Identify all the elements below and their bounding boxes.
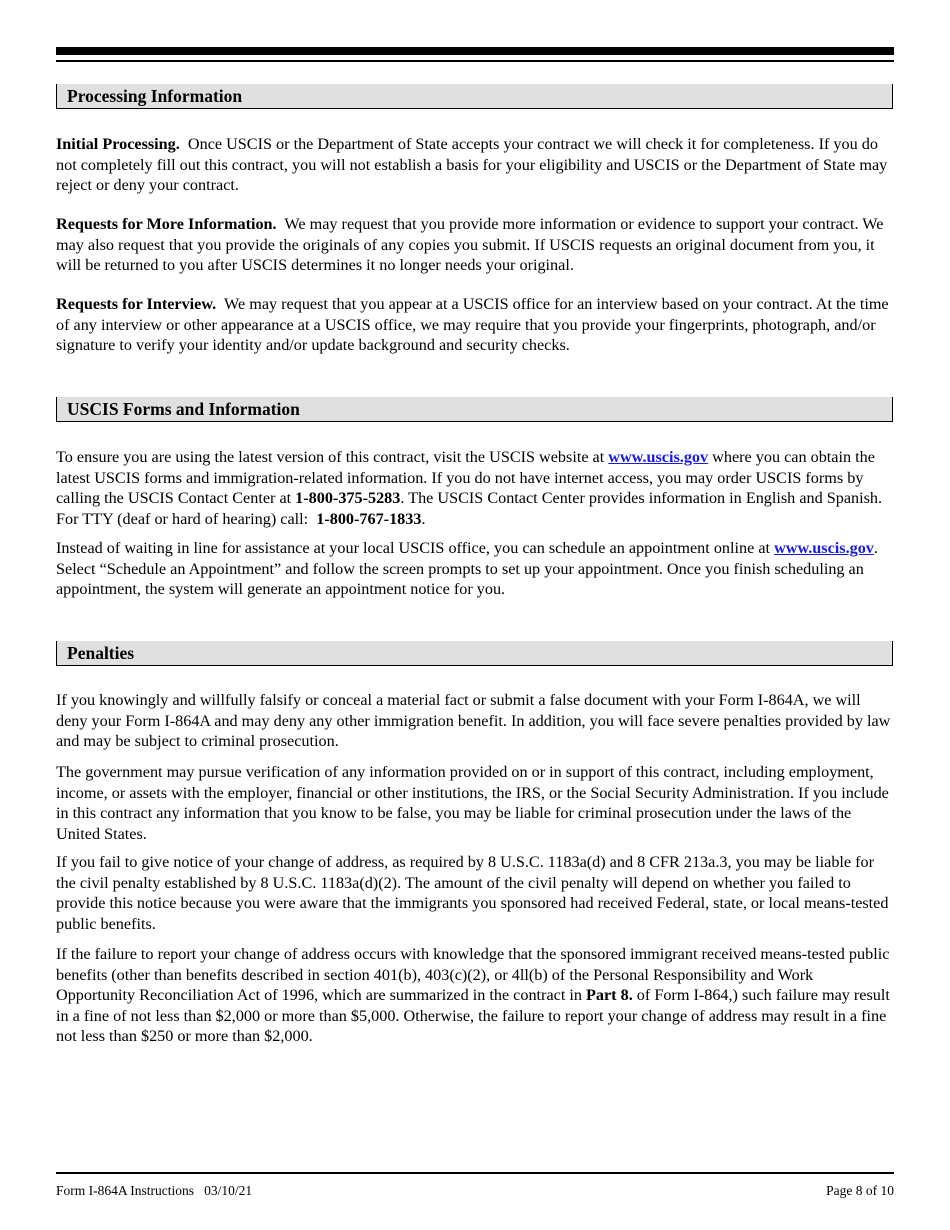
text-more-information: We may request that you provide more information or evidence to support your contract. We may also request that you provide the originals of any copies you submit. If USCIS requests an original document from you, it will be returned to you after USCIS determines it no longer needs your original. xyxy=(56,215,884,274)
tty-phone: 1-800-767-1833 xyxy=(316,509,422,528)
text-forms-p1-a: To ensure you are using the latest version of this contract, visit the USCIS website at xyxy=(56,448,605,466)
text-interview: We may request that you appear at a USCIS office for an interview based on your contract. At the time of any interview or other appearance at a USCIS office, we may require that you provide your fingerprints, photograph, and/or signature to verify your identity and/or update background and security checks. xyxy=(56,295,889,354)
text-initial-processing: Once USCIS or the Department of State accepts your contract we will check it for completeness. If you do not completely fill out this contract, you will not establish a basis for your eligibility and USCIS or the Department of State may reject or deny your contract. xyxy=(56,135,888,194)
footer-rule xyxy=(56,1172,894,1174)
label-initial-processing: Initial Processing. xyxy=(56,135,180,153)
part-8-reference: Part 8. xyxy=(586,986,633,1004)
uscis-website-link[interactable]: www.uscis.gov xyxy=(608,448,709,466)
paragraph-forms-website xyxy=(56,447,896,529)
section-header-forms xyxy=(56,397,893,422)
text-forms-p2-a: Instead of waiting in line for assistance at your local USCIS office, you can schedule an appointment online at xyxy=(56,539,771,557)
paragraph-penalties-1: If you knowingly and willfully falsify or conceal a material fact or submit a false document with your Form I-864A, we will deny your Form I-864A and may deny any other immigration benefit. In addition, you will face severe penalties provided by law and may be subject to criminal prosecution. xyxy=(56,691,891,750)
section-title-forms: USCIS Forms and Information xyxy=(67,399,300,419)
contact-center-phone: 1-800-375-5283 xyxy=(295,489,401,507)
top-rule-thin xyxy=(56,60,894,62)
paragraph-penalties-2: The government may pursue verification of any information provided on or in support of this contract, including employment, income, or assets with the employer, financial or other institutions, the IRS, or the Social Security Administration. If you include in this contract any information that you know to be false, you may be liable for criminal prosecution under the laws of the United States. xyxy=(56,763,889,843)
paragraph-interview xyxy=(56,294,896,356)
footer-form-id: Form I-864A Instructions 03/10/21 xyxy=(56,1183,253,1198)
uscis-appointment-link[interactable]: www.uscis.gov xyxy=(774,539,874,557)
paragraph-penalties-3: If you fail to give notice of your change of address, as required by 8 U.S.C. 1183a(d) and 8 CFR 213a.3, you may be liable for the civil penalty established by 8 U.S.C. 1183a(d)(2). The amount of the civil penalty will depend on whether you failed to provide this notice because you were aware that the immigrants you sponsored had received Federal, state, or local means-tested public benefits. xyxy=(56,853,889,933)
text-forms-p1-b: where you can obtain the latest USCIS forms and immigration-related information. If you do not have internet access, you may order USCIS forms by calling the USCIS Contact Center at xyxy=(56,448,875,507)
section-title-penalties: Penalties xyxy=(67,643,135,663)
text-forms-p2-b: . Select “Schedule an Appointment” and follow the screen prompts to set up your appointment. Once you finish scheduling an appointment, the system will generate an appointment notice for you. xyxy=(56,539,878,598)
section-header-processing xyxy=(56,84,893,109)
paragraph-initial-processing xyxy=(56,134,896,196)
text-forms-p1-c: . The USCIS Contact Center provides information in English and Spanish. For TTY (deaf or hard of hearing) call: xyxy=(56,489,883,528)
section-header-penalties xyxy=(56,641,893,666)
section-title-processing: Processing Information xyxy=(67,86,243,106)
label-interview: Requests for Interview. xyxy=(56,295,217,313)
text-forms-p1-d: . xyxy=(421,509,426,528)
top-rule-thick xyxy=(56,47,894,55)
paragraph-more-information xyxy=(56,214,896,276)
paragraph-schedule-appointment xyxy=(56,538,896,600)
text-penalties-p4-b: of Form I-864,) such failure may result in a fine of not less than $2,000 or more than $5,000. Otherwise, the failure to report your change of address may result in a fine not less than $250 or more than $2,000. xyxy=(56,986,890,1045)
label-more-information: Requests for More Information. xyxy=(56,215,277,233)
footer-page-number: Page 8 of 10 xyxy=(826,1183,894,1198)
text-penalties-p4-a: If the failure to report your change of address occurs with knowledge that the sponsored immigrant received means-tested public benefits (other than benefits described in section 401(b), 403(c)(2), or 4ll(b) of the Personal Responsibility and Work Opportunity Reconciliation Act of 1996, which are summarized in the contract in xyxy=(56,945,890,1004)
paragraph-penalties-4 xyxy=(56,944,896,1047)
